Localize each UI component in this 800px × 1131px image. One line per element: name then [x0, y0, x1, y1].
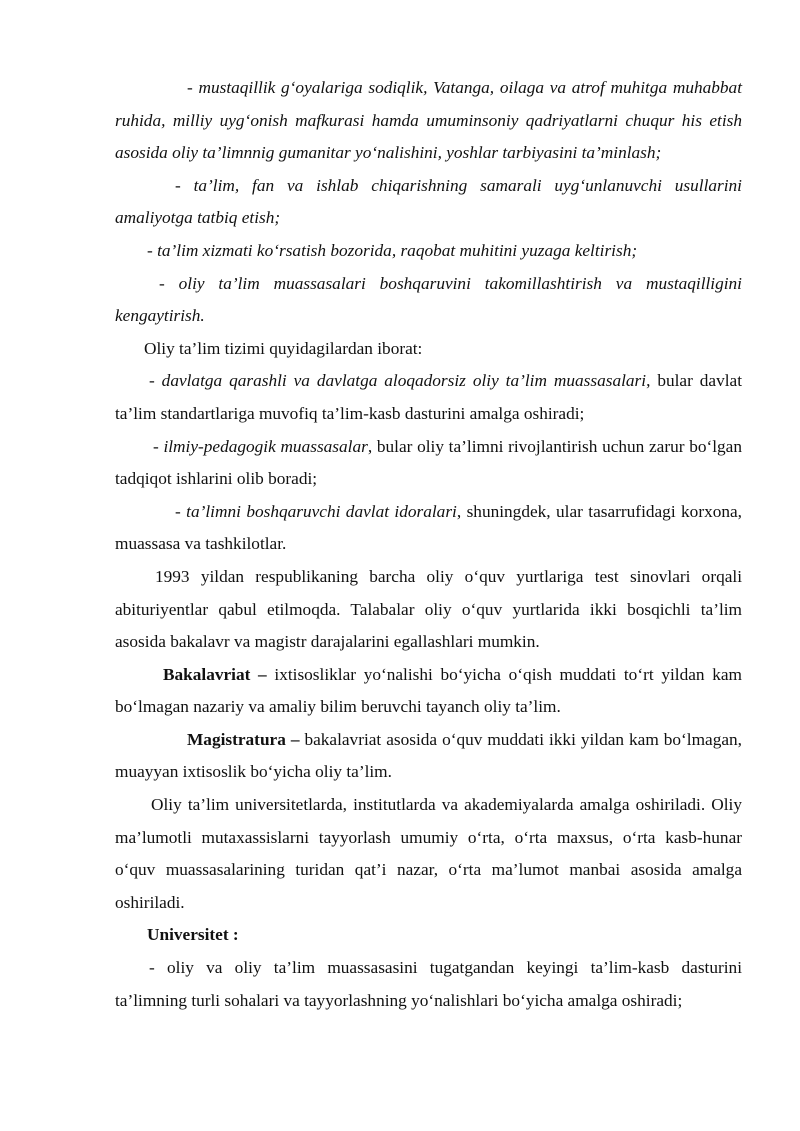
- term-scientific-institutions: - ilmiy-pedagogik muassasalar: [153, 436, 368, 456]
- term-master: Magistratura –: [187, 729, 300, 749]
- heading-university: Universitet :: [147, 925, 239, 945]
- paragraph-university-programs: - oliy va oliy ta’lim muassasasini tugatgandan keyingi ta’lim-kasb dasturini ta’limning turli sohalari va tayyorlashning yo‘nalishlari bo‘yicha amalga oshiradi;: [115, 958, 742, 1010]
- paragraph-goals-management: - oliy ta’lim muassasalari boshqaruvini takomillashtirish va mustaqilligini kengaytirish.: [115, 273, 742, 326]
- paragraph-state-institutions: [115, 365, 742, 430]
- paragraph-bachelor: [115, 659, 742, 724]
- paragraph-governing-bodies-text: , shuningdek, ular tasarrufidagi korxona, muassasa va tashkilotlar.: [115, 501, 742, 554]
- paragraph-admission-1993: 1993 yildan respublikaning barcha oliy o‘quv yurtlariga test sinovlari orqali abituriyentlar qabul etilmoqda. Talabalar oliy o‘quv yurtlarida ikki bosqichli ta’lim asosida bakalavr va magistr darajalarini egallashlari mumkin.: [115, 566, 742, 652]
- paragraph-bachelor-text: ixtisosliklar yo‘nalishi bo‘yicha o‘qish muddati to‘rt yildan kam bo‘lmagan nazariy va amaliy bilim beruvchi tayanch oliy ta’lim.: [115, 664, 742, 717]
- paragraph-master: [115, 724, 742, 789]
- paragraph-scientific-institutions: [115, 431, 742, 496]
- paragraph-state-institutions-text: , bular davlat ta’lim standartlariga muvofiq ta’lim-kasb dasturini amalga oshiradi;: [115, 371, 742, 423]
- paragraph-goals-patriotism: - mustaqillik g‘oyalariga sodiqlik, Vatanga, oilaga va atrof muhitga muhabbat ruhida, milliy uyg‘onish mafkurasi hamda umuminsoniy qadriyatlarni chuqur his etish asosida oliy ta’limnnig gumanitar yo‘nalishini, yoshlar tarbiyasini ta’minlash;: [115, 78, 742, 163]
- paragraph-university-heading: [115, 919, 742, 952]
- term-bachelor: Bakalavriat –: [163, 664, 267, 684]
- term-governing-bodies: - ta’limni boshqaruvchi davlat idoralari: [175, 501, 457, 521]
- term-state-institutions: - davlatga qarashli va davlatga aloqadorsiz oliy ta’lim muassasalari: [149, 371, 647, 391]
- paragraph-higher-education-venues: Oliy ta’lim universitetlarda, institutlarda va akademiyalarda amalga oshiriladi. Oliy ma’lumotli mutaxassislarni tayyorlash umumiy o‘rta, o‘rta maxsus, o‘rta kasb-hunar o‘quv muassasalarining turidan qat’i nazar, o‘rta ma’lumot manbai asosida amalga oshiriladi.: [115, 795, 742, 912]
- paragraph-goals-education-science: - ta’lim, fan va ishlab chiqarishning samarali uyg‘unlanuvchi usullarini amaliyotga tatbiq etish;: [115, 175, 742, 228]
- paragraph-master-text: bakalavriat asosida o‘quv muddati ikki yildan kam bo‘lmagan, muayyan ixtisoslik bo‘yicha oliy ta’lim.: [115, 729, 742, 782]
- paragraph-governing-bodies: [115, 496, 742, 561]
- paragraph-scientific-institutions-text: , bular oliy ta’limni rivojlantirish uchun zarur bo‘lgan tadqiqot ishlarini olib boradi;: [115, 436, 742, 489]
- document-body: [115, 72, 742, 1017]
- paragraph-goals-competition: - ta’lim xizmati ko‘rsatish bozorida, raqobat muhitini yuzaga keltirish;: [147, 240, 638, 260]
- paragraph-system-intro: Oliy ta’lim tizimi quyidagilardan iborat:: [144, 338, 423, 358]
